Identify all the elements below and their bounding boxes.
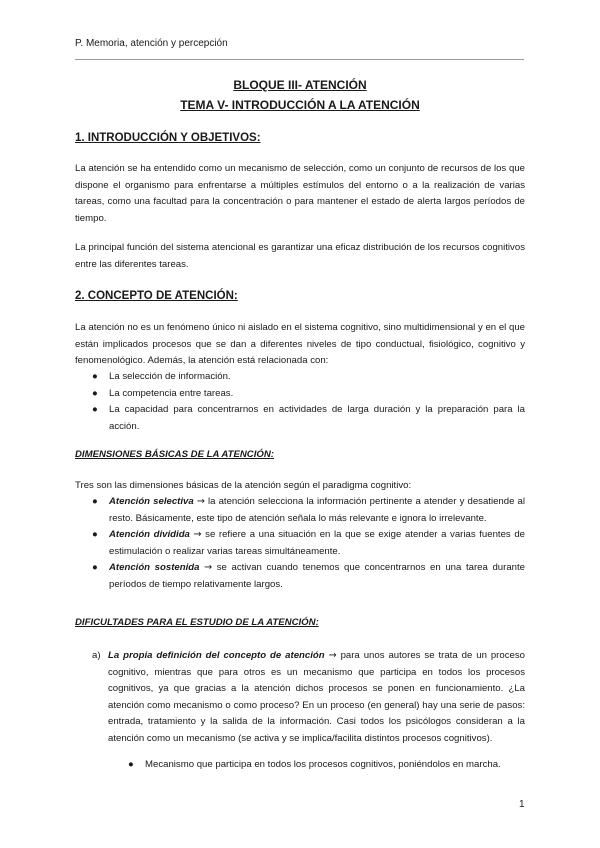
section1-heading: 1. INTRODUCCIÓN Y OBJETIVOS: xyxy=(75,132,261,144)
list-item: ● La selección de información. xyxy=(92,369,525,386)
bullet-icon: ● xyxy=(92,529,98,540)
section2-paragraph: La atención no es un fenómeno único ni aislado en el sistema cognitivo, sino multidimensional y en el que están implicados procesos que se dan a diferentes niveles de tipo conductual, fisiológico, cognitivo y fenomenológico. Además, la atención está relacionada con: xyxy=(75,322,525,366)
dimensions-heading: DIMENSIONES BÁSICAS DE LA ATENCIÓN: xyxy=(75,449,274,460)
arrow-icon: → xyxy=(196,496,205,507)
difficulties-sublist xyxy=(128,757,525,774)
bullet-icon: ● xyxy=(92,387,98,399)
section1-paragraph-1: La atención se ha entendido como un mecanismo de selección, como un conjunto de recursos de los que dispone el organismo para enfrentarse a múltiples estímulos del entorno o a la realización de varias tareas, como una facultad para la concentración o para mantener el estado de alerta largos períodos de tiempo. xyxy=(75,163,525,224)
topic-title: TEMA V- INTRODUCCIÓN A LA ATENCIÓN xyxy=(180,98,420,112)
arrow-icon: → xyxy=(204,562,213,573)
page-number: 1 xyxy=(519,799,525,810)
attention-relations-list xyxy=(92,369,525,435)
list-item: a) La propia definición del concepto de atención → para unos autores se trata de un proceso cognitivo, mientras que para otros es un mecanismo que participa en todos los procesos cognitivos, ya que gracias a la atención dichos procesos se ponen en funcionamiento. ¿La atención como mecanismo o como proceso? En un proceso (en general) hay una serie de pasos: entrada, tratamiento y la salida de la información. Casi todos los psicólogos consideran a la atención como un mecanismo (se activa y se implica/facilita distintos procesos cognitivos). xyxy=(92,650,525,744)
bullet-icon: ● xyxy=(92,404,98,415)
section1-paragraph-2: La principal función del sistema atencional es garantizar una eficaz distribución de los recursos cognitivos entre las diferentes tareas. xyxy=(75,242,525,270)
bullet-icon: ● xyxy=(128,759,134,770)
header-divider xyxy=(75,59,524,60)
list-item: ● La competencia entre tareas. xyxy=(92,386,525,403)
section2-heading: 2. CONCEPTO DE ATENCIÓN: xyxy=(75,290,238,302)
list-item: ● La capacidad para concentrarnos en actividades de larga duración y la preparación para la acción. xyxy=(92,404,525,432)
list-item: ● Mecanismo que participa en todos los procesos cognitivos, poniéndolos en marcha. xyxy=(128,757,525,774)
list-marker: a) xyxy=(92,650,101,661)
difficulties-list xyxy=(92,648,525,747)
running-header: P. Memoria, atención y percepción xyxy=(75,38,228,49)
bullet-icon: ● xyxy=(92,562,98,573)
arrow-icon: → xyxy=(328,650,337,661)
bullet-icon: ● xyxy=(92,371,98,382)
difficulties-heading: DIFICULTADES PARA EL ESTUDIO DE LA ATENCIÓN: xyxy=(75,617,319,628)
list-item: ● Atención selectiva → la atención selecciona la información pertinente a atender y desatiende al resto. Básicamente, este tipo de atención señala lo más relevante e ignora lo irrelevante. xyxy=(92,496,526,524)
list-item: ● Atención dividida → se refiere a una situación en la que se exige atender a varias fuentes de estimulación o realizar varias tareas simultáneamente. xyxy=(92,529,525,557)
list-item: ● Atención sostenida → se activan cuando tenemos que concentrarnos en una tarea durante períodos de tiempo relativamente largos. xyxy=(92,562,525,590)
block-title: BLOQUE III- ATENCIÓN xyxy=(233,78,367,92)
arrow-icon: → xyxy=(193,529,202,540)
bullet-icon: ● xyxy=(92,496,98,507)
dimensions-intro: Tres son las dimensiones básicas de la atención según el paradigma cognitivo: xyxy=(75,480,412,491)
dimensions-list xyxy=(92,494,525,593)
